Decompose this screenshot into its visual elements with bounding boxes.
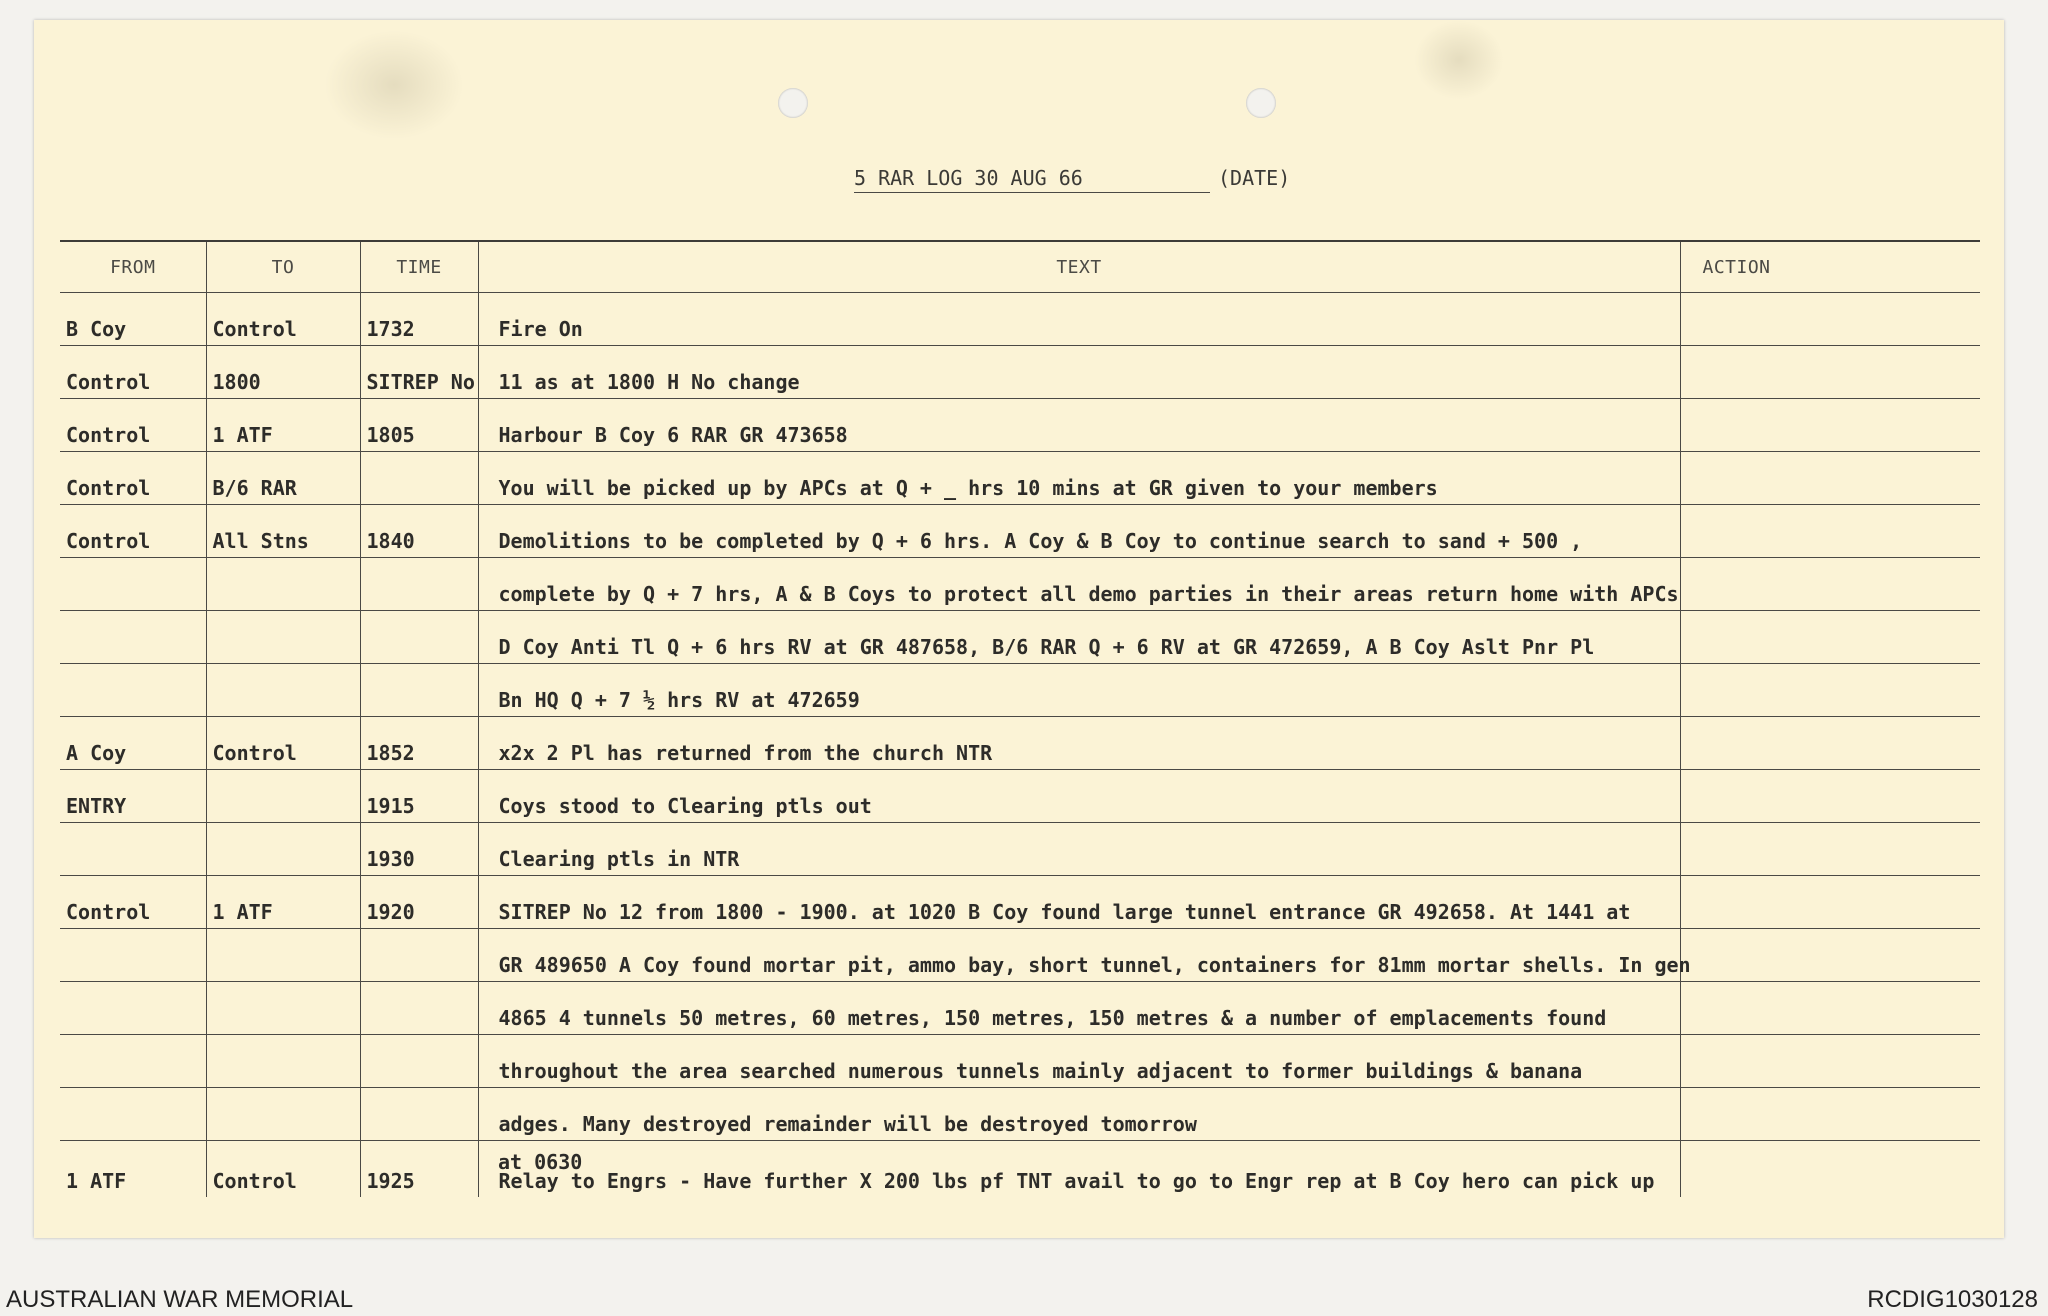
cell-time: 1852 <box>360 717 478 770</box>
col-header-to: TO <box>206 241 360 293</box>
cell-to: B/6 RAR <box>206 452 360 505</box>
cell-time: 1920 <box>360 876 478 929</box>
cell-to: 1800 <box>206 346 360 399</box>
cell-from <box>60 1035 206 1088</box>
table-row <box>60 823 1980 876</box>
cell-from: Control <box>60 452 206 505</box>
table-row <box>60 1035 1980 1088</box>
cell-action <box>1680 1141 1980 1198</box>
cell-action <box>1680 1088 1980 1141</box>
cell-time <box>360 929 478 982</box>
table-row <box>60 770 1980 823</box>
cell-from: Control <box>60 876 206 929</box>
cell-time: 1805 <box>360 399 478 452</box>
cell-to: All Stns <box>206 505 360 558</box>
cell-from: ENTRY <box>60 770 206 823</box>
cell-from <box>60 929 206 982</box>
cell-to <box>206 770 360 823</box>
cell-text: GR 489650 A Coy found mortar pit, ammo bay, short tunnel, containers for 81mm mortar shells. In gen <box>478 929 1680 982</box>
table-row <box>60 717 1980 770</box>
cell-text: x2x 2 Pl has returned from the church NTR <box>478 717 1680 770</box>
cell-text: Relay to Engrs - Have further X 200 lbs pf TNT avail to go to Engr rep at B Coy hero can pick up <box>478 1141 1680 1198</box>
cell-action <box>1680 823 1980 876</box>
cell-to <box>206 611 360 664</box>
cell-time <box>360 1035 478 1088</box>
cell-to: 1 ATF <box>206 399 360 452</box>
cell-from <box>60 664 206 717</box>
table-row <box>60 929 1980 982</box>
cell-to <box>206 929 360 982</box>
cell-action <box>1680 452 1980 505</box>
cell-to <box>206 1088 360 1141</box>
cell-to <box>206 823 360 876</box>
table-row <box>60 399 1980 452</box>
table-row <box>60 664 1980 717</box>
cell-from: Control <box>60 399 206 452</box>
cell-time: 1732 <box>360 293 478 346</box>
cell-from <box>60 823 206 876</box>
log-title: 5 RAR LOG 30 AUG 66 <box>854 166 1210 193</box>
table-row <box>60 1088 1980 1141</box>
cell-text: adges. Many destroyed remainder will be destroyed tomorrow <box>478 1088 1680 1141</box>
cell-text: 4865 4 tunnels 50 metres, 60 metres, 150 metres, 150 metres & a number of emplacements found <box>478 982 1680 1035</box>
cell-action <box>1680 982 1980 1035</box>
table-row <box>60 505 1980 558</box>
cell-time: 1925 <box>360 1141 478 1198</box>
cell-time <box>360 611 478 664</box>
table-row <box>60 982 1980 1035</box>
cell-text: complete by Q + 7 hrs, A & B Coys to protect all demo parties in their areas return home with APCs <box>478 558 1680 611</box>
cell-from <box>60 558 206 611</box>
cell-text: Bn HQ Q + 7 ½ hrs RV at 472659 <box>478 664 1680 717</box>
cell-action <box>1680 929 1980 982</box>
cell-text: Coys stood to Clearing ptls out <box>478 770 1680 823</box>
log-heading <box>854 166 1290 193</box>
col-header-action: ACTION <box>1680 241 1980 293</box>
cell-action <box>1680 293 1980 346</box>
table-row <box>60 452 1980 505</box>
cell-to: Control <box>206 717 360 770</box>
cell-time: SITREP No <box>360 346 478 399</box>
footer-source: AUSTRALIAN WAR MEMORIAL <box>6 1286 354 1313</box>
cell-from: B Coy <box>60 293 206 346</box>
cell-time <box>360 558 478 611</box>
col-header-text: TEXT <box>478 241 1680 293</box>
cell-text: SITREP No 12 from 1800 - 1900. at 1020 B Coy found large tunnel entrance GR 492658. At 1441 at <box>478 876 1680 929</box>
cell-to <box>206 558 360 611</box>
continuation-text: at 0630 <box>498 1150 583 1174</box>
cell-text: Fire On <box>478 293 1680 346</box>
cell-action <box>1680 1035 1980 1088</box>
cell-text: Harbour B Coy 6 RAR GR 473658 <box>478 399 1680 452</box>
cell-action <box>1680 770 1980 823</box>
cell-text: Demolitions to be completed by Q + 6 hrs. A Coy & B Coy to continue search to sand + 500 , <box>478 505 1680 558</box>
punch-hole <box>1246 88 1276 118</box>
cell-action <box>1680 876 1980 929</box>
cell-text: throughout the area searched numerous tunnels mainly adjacent to former buildings & banana <box>478 1035 1680 1088</box>
cell-to <box>206 664 360 717</box>
col-header-time: TIME <box>360 241 478 293</box>
cell-time <box>360 664 478 717</box>
table-row <box>60 293 1980 346</box>
cell-action <box>1680 505 1980 558</box>
cell-action <box>1680 611 1980 664</box>
cell-to <box>206 982 360 1035</box>
table-row <box>60 558 1980 611</box>
footer-record-id: RCDIG1030128 <box>1867 1286 2038 1313</box>
table-row <box>60 1141 1980 1198</box>
cell-time: 1930 <box>360 823 478 876</box>
cell-to: Control <box>206 293 360 346</box>
cell-time <box>360 452 478 505</box>
cell-time <box>360 982 478 1035</box>
cell-time <box>360 1088 478 1141</box>
cell-from <box>60 982 206 1035</box>
cell-from: A Coy <box>60 717 206 770</box>
table-header-row <box>60 241 1980 293</box>
message-log-table <box>60 240 1980 1197</box>
cell-time: 1915 <box>360 770 478 823</box>
cell-text: D Coy Anti Tl Q + 6 hrs RV at GR 487658, B/6 RAR Q + 6 RV at GR 472659, A B Coy Aslt Pnr Pl <box>478 611 1680 664</box>
date-label: (DATE) <box>1218 166 1291 190</box>
cell-action <box>1680 664 1980 717</box>
cell-time: 1840 <box>360 505 478 558</box>
cell-from: Control <box>60 346 206 399</box>
col-header-from: FROM <box>60 241 206 293</box>
table-row <box>60 611 1980 664</box>
cell-from <box>60 1088 206 1141</box>
cell-action <box>1680 346 1980 399</box>
cell-action <box>1680 558 1980 611</box>
cell-text: You will be picked up by APCs at Q + _ hrs 10 mins at GR given to your members <box>478 452 1680 505</box>
cell-from <box>60 611 206 664</box>
table-row <box>60 346 1980 399</box>
cell-to: 1 ATF <box>206 876 360 929</box>
cell-action <box>1680 717 1980 770</box>
cell-from: 1 ATF <box>66 1169 127 1193</box>
cell-text: Clearing ptls in NTR <box>478 823 1680 876</box>
cell-action <box>1680 399 1980 452</box>
table-row <box>60 876 1980 929</box>
cell-to: Control <box>206 1141 360 1198</box>
cell-to <box>206 1035 360 1088</box>
cell-text: 11 as at 1800 H No change <box>478 346 1680 399</box>
cell-from: Control <box>60 505 206 558</box>
punch-hole <box>778 88 808 118</box>
